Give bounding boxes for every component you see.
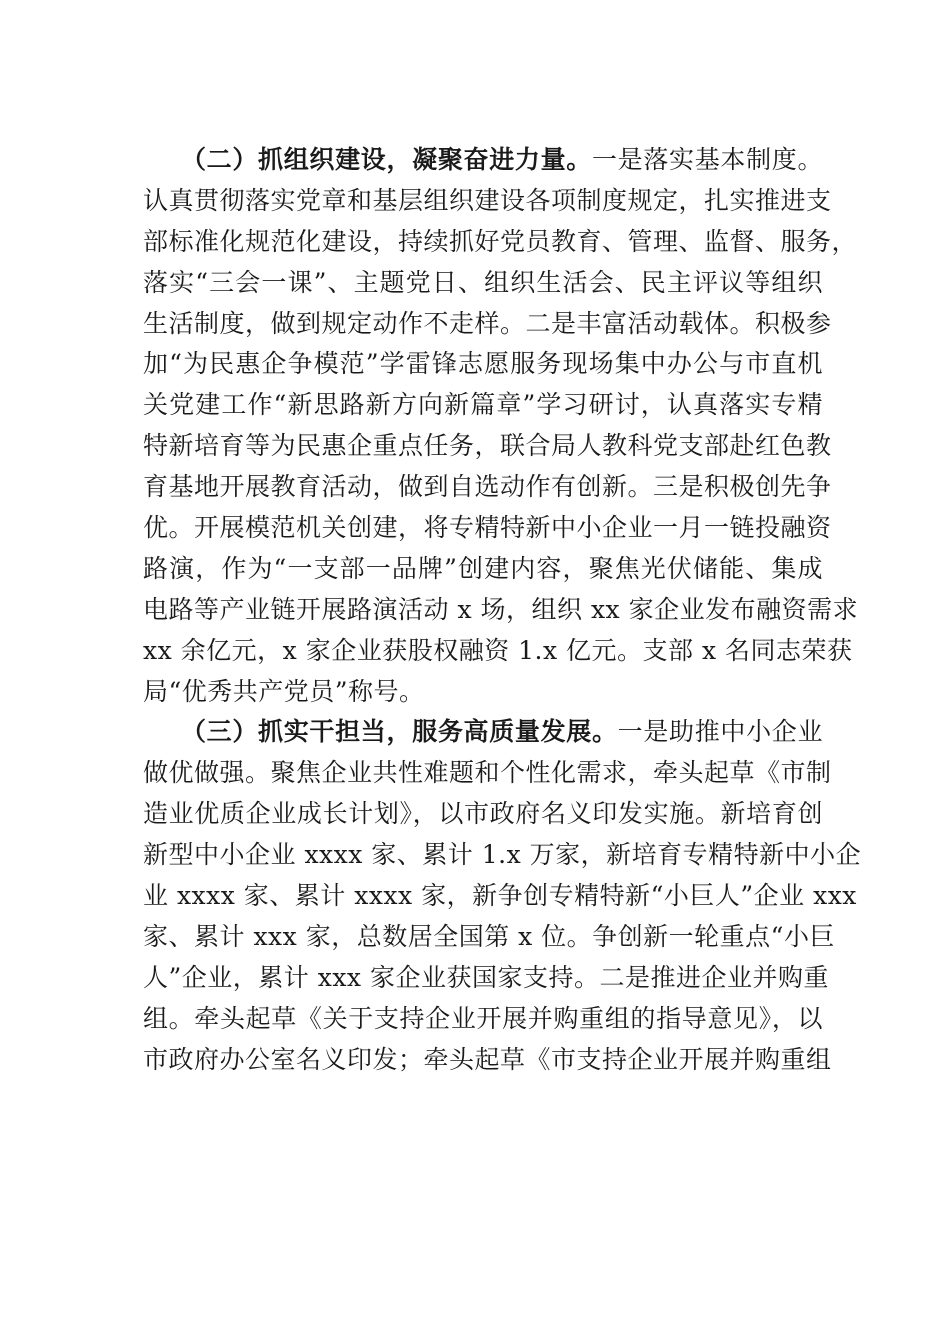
text-line: 关党建工作“新思路新方向新篇章”学习研讨，认真落实专精 (143, 390, 823, 420)
paragraph-1-first-line (143, 140, 823, 181)
text-line: 人”企业，累计 xxx 家企业获国家支持。二是推进企业并购重 (143, 962, 829, 992)
text-line: 落实“三会一课”、主题党日、组织生活会、民主评议等组织 (143, 267, 823, 297)
text-line: 新型中小企业 xxxx 家、累计 1.x 万家，新培育专精特新中小企 (143, 840, 862, 870)
text-line: 市政府办公室名义印发；牵头起草《市支持企业开展并购重组 (143, 1044, 832, 1074)
text-line: 组。牵头起草《关于支持企业开展并购重组的指导意见》，以 (143, 1003, 823, 1033)
document-body (143, 140, 862, 1080)
text-run: 一是助推中小企业 (617, 717, 823, 747)
text-line: 优。开展模范机关创建，将专精特新中小企业一月一链投融资 (143, 513, 832, 543)
text-line: 局“优秀共产党员”称号。 (143, 676, 425, 706)
text-line: 做优做强。聚焦企业共性难题和个性化需求，牵头起草《市制 (143, 758, 832, 788)
section-heading-3: （三）抓实干担当，服务高质量发展。 (181, 717, 618, 747)
text-line: 特新培育等为民惠企重点任务，联合局人教科党支部赴红色教 (143, 431, 832, 461)
text-line: 育基地开展教育活动，做到自选动作有创新。三是积极创先争 (143, 472, 832, 502)
text-line: 部标准化规范化建设，持续抓好党员教育、管理、监督、服务， (143, 226, 858, 256)
text-line: 电路等产业链开展路演活动 x 场，组织 xx 家企业发布融资需求 (143, 594, 859, 624)
text-line: 业 xxxx 家、累计 xxxx 家，新争创专精特新“小巨人”企业 xxx (143, 881, 857, 911)
text-line: xx 余亿元，x 家企业获股权融资 1.x 亿元。支部 x 名同志荣获 (143, 635, 853, 665)
text-line: 加“为民惠企争模范”学雷锋志愿服务现场集中办公与市直机 (143, 349, 823, 379)
text-line: 生活制度，做到规定动作不走样。二是丰富活动载体。积极参 (143, 308, 832, 338)
section-heading-2: （二）抓组织建设，凝聚奋进力量。 (181, 145, 592, 174)
paragraph-2-first-line (143, 712, 823, 753)
text-line: 认真贯彻落实党章和基层组织建设各项制度规定，扎实推进支 (143, 185, 832, 215)
text-line: 造业优质企业成长计划》，以市政府名义印发实施。新培育创 (143, 799, 823, 829)
text-line: 家、累计 xxx 家，总数居全国第 x 位。争创新一轮重点“小巨 (143, 921, 835, 951)
text-line: 路演，作为“一支部一品牌”创建内容，聚焦光伏储能、集成 (143, 553, 823, 583)
text-run: 一是落实基本制度。 (591, 145, 823, 174)
